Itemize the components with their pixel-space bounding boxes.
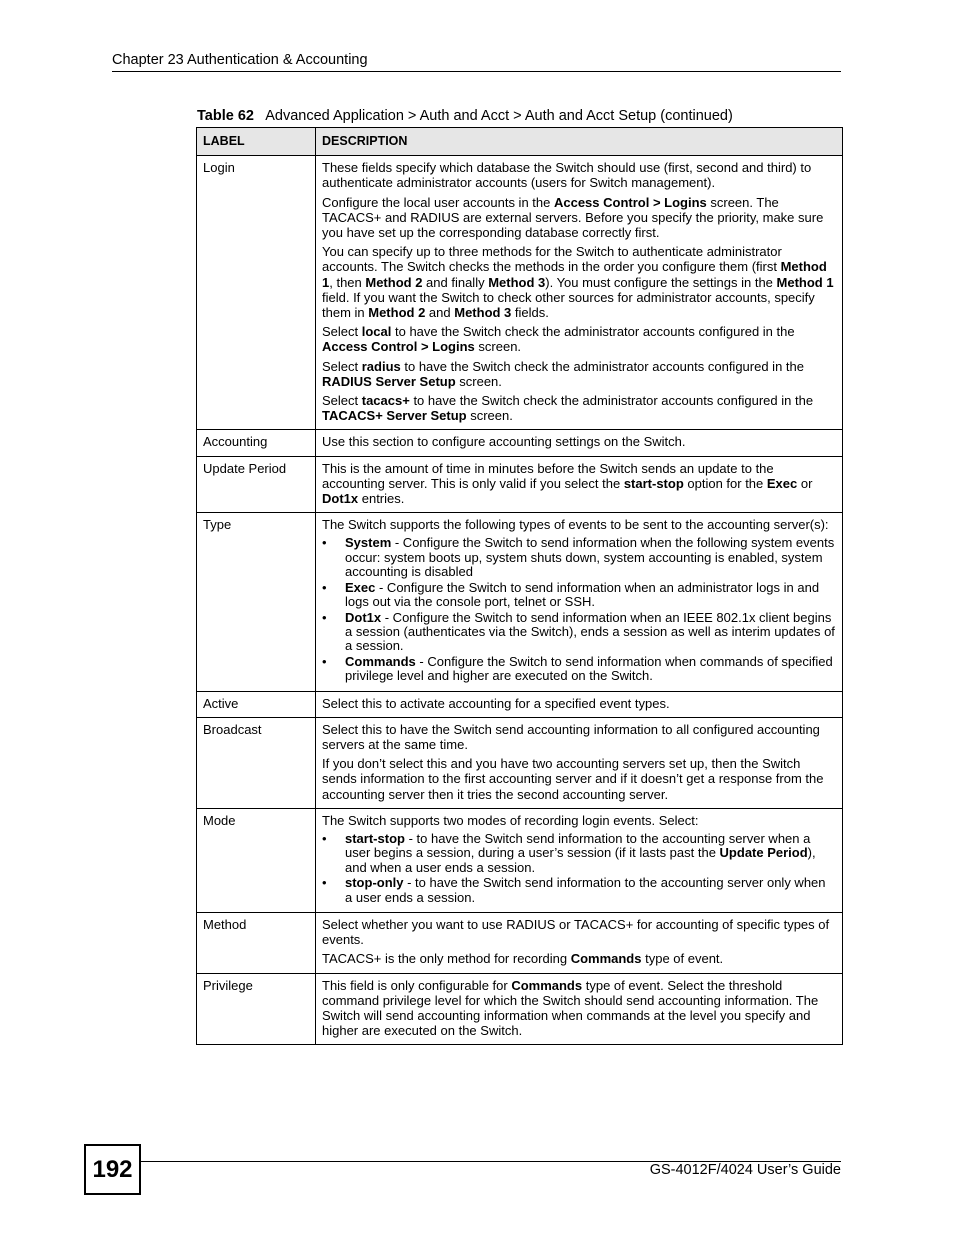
description-paragraph [322,951,836,966]
text-run: Select this to activate accounting for a specified event types. [322,695,670,711]
description-paragraph [322,517,836,532]
description-paragraph [322,756,836,802]
text-run: to have the Switch check the administrator accounts configured in the [409,393,814,409]
text-run: The Switch supports two modes of recording login events. Select: [322,812,699,828]
description-paragraph [322,160,836,190]
header-rule [112,71,841,72]
text-run: or [797,475,813,491]
text-run: You can specify up to three methods for the Switch to authenticate administrator accounts. The Switch checks the methods in the order you configure them (first [322,244,782,275]
column-header-description: DESCRIPTION [316,128,843,156]
text-run: option for the [683,475,767,491]
text-run: and finally [422,274,489,290]
bullet-dot-icon: • [322,609,327,625]
text-run: Select [322,393,362,409]
bullet-dot-icon: • [322,579,327,595]
text-run: - to have the Switch send information to the accounting server when a user begins a session, during a user’s session (if it lasts past the [345,830,811,861]
table-row [197,717,843,808]
text-run: If you don’t select this and you have two accounting servers set up, then the Switch sends information to the first accounting server and if it doesn’t get a response from the accounting server then it tries the second accounting server. [322,756,824,802]
text-run: - Configure the Switch to send information when commands of specified privilege level and higher are executed on the Switch. [345,653,833,684]
bullet-dot-icon: • [322,653,327,669]
text-run: to have the Switch check the administrator accounts configured in the [391,324,795,340]
bold-term: stop-only [345,875,404,891]
row-label: Privilege [197,973,316,1045]
row-description [316,912,843,973]
row-description [316,808,843,912]
description-paragraph [322,324,836,354]
page-number: 192 [84,1144,141,1195]
text-run: Use this section to configure accounting settings on the Switch. [322,434,686,450]
table-body [197,156,843,1045]
chapter-header: Chapter 23 Authentication & Accounting [112,52,368,68]
bold-term: tacacs+ [361,393,410,409]
text-run: field. If you want the Switch to check other sources for administrator accounts, specify them in [322,289,815,321]
row-description [316,513,843,691]
text-run: - Configure the Switch to send information when an administrator logs in and logs out via the console port, telnet or SSH. [345,579,820,610]
description-paragraph [322,434,836,449]
table-row [197,430,843,456]
table-number: Table 62 [197,108,254,124]
text-run: , then [329,274,366,290]
bold-term: Method 2 [368,305,426,321]
column-header-label: LABEL [197,128,316,156]
bullet-item [322,611,836,654]
bold-term: Access Control > Logins [322,339,475,355]
bullet-item [322,876,836,905]
bold-term: Commands [345,653,416,669]
description-paragraph [322,978,836,1039]
row-description [316,691,843,717]
bold-term: radius [361,358,401,374]
description-paragraph [322,244,836,320]
text-run: The Switch supports the following types of events to be sent to the accounting server(s): [322,517,829,533]
description-paragraph [322,813,836,828]
text-run: and [425,305,455,321]
text-run: ). You must configure the settings in the [545,274,777,290]
table-row [197,513,843,691]
text-run: Select this to have the Switch send accounting information to all configured accounting servers at the same time. [322,721,820,752]
row-label: Active [197,691,316,717]
text-run: fields. [511,305,549,321]
text-run: These fields specify which database the Switch should use (first, second and third) to authenticate administrator accounts (users for Switch management). [322,160,812,191]
text-run: Configure the local user accounts in the [322,194,554,210]
text-run: type of event. [641,951,724,967]
row-description [316,456,843,513]
row-description [316,717,843,808]
bold-term: Dot1x [345,609,382,625]
text-run: screen. [455,373,502,389]
bold-term: Commands [511,977,583,993]
text-run: screen. [474,339,522,355]
bullet-item [322,832,836,875]
bullet-list [322,536,836,683]
text-run: This field is only configurable for [322,977,512,993]
bold-term: TACACS+ Server Setup [322,408,467,424]
table-row [197,691,843,717]
text-run: screen. [466,408,513,424]
description-paragraph [322,461,836,507]
row-label: Method [197,912,316,973]
row-description [316,156,843,430]
text-run: screen. The TACACS+ and RADIUS are external servers. Before you specify the priority, make sure you have set up the corresponding database correctly first. [322,194,824,241]
text-run: Select whether you want to use RADIUS or TACACS+ for accounting of specific types of events. [322,916,830,948]
bold-term: Method 3 [488,274,546,290]
row-label: Update Period [197,456,316,513]
bullet-item [322,655,836,684]
description-paragraph [322,195,836,241]
text-run: - Configure the Switch to send information when the following system events occur: system boots up, system shuts down, system accounting is enabled, system accounting is disabled [345,535,835,580]
description-paragraph [322,722,836,752]
bold-term: Update Period [719,845,808,861]
bold-term: RADIUS Server Setup [322,373,456,389]
bold-term: Method 2 [365,274,423,290]
bullet-dot-icon: • [322,535,327,551]
bold-term: Commands [570,951,642,967]
table-header-row [197,128,843,156]
row-label: Accounting [197,430,316,456]
table-row [197,456,843,513]
text-run: ), and when a user ends a session. [345,845,816,875]
table-title: Advanced Application > Auth and Acct > Auth and Acct Setup (continued) [265,108,733,124]
description-paragraph [322,393,836,423]
text-run: to have the Switch check the administrator accounts configured in the [400,358,804,374]
table-row [197,973,843,1045]
description-paragraph [322,917,836,947]
bold-term: local [361,324,392,340]
description-paragraph [322,359,836,389]
text-run: - Configure the Switch to send information when an IEEE 802.1x client begins a session (authenticates via the Switch), ends a session as well as interim updates of a session. [345,609,835,654]
text-run: This is the amount of time in minutes before the Switch sends an update to the accounting server. This is only valid if you select the [322,460,774,491]
bullet-item [322,581,836,610]
row-description [316,973,843,1045]
bold-term: Exec [345,579,376,595]
bold-term: System [345,535,392,551]
row-label: Type [197,513,316,691]
row-description [316,430,843,456]
text-run: Select [322,358,362,374]
bold-term: Exec [766,475,798,491]
text-run: - to have the Switch send information to the accounting server only when a user ends a session. [345,875,826,905]
description-paragraph [322,696,836,711]
bold-term: Method 1 [322,259,827,290]
table-row [197,808,843,912]
bold-term: Dot1x [322,491,359,507]
bold-term: Access Control > Logins [553,194,707,210]
bold-term: Method 3 [454,305,512,321]
bullet-list [322,832,836,905]
row-label: Broadcast [197,717,316,808]
guide-title: GS-4012F/4024 User’s Guide [649,1162,841,1178]
table-row [197,156,843,430]
row-label: Mode [197,808,316,912]
bold-term: Method 1 [776,274,834,290]
text-run: entries. [358,491,405,507]
settings-table [196,127,843,1045]
table-row [197,912,843,973]
bold-term: start-stop [345,830,405,846]
text-run: Select [322,324,362,340]
bullet-dot-icon: • [322,830,327,846]
text-run: type of event. Select the threshold command privilege level for which the Switch should send accounting information. The Switch will send accounting information when commands at the level you specify and higher are executed on the Switch. [322,977,819,1039]
bullet-dot-icon: • [322,875,327,891]
row-label: Login [197,156,316,430]
bold-term: start-stop [623,475,684,491]
table-caption [197,108,842,124]
bullet-item [322,536,836,579]
text-run: TACACS+ is the only method for recording [322,951,571,967]
